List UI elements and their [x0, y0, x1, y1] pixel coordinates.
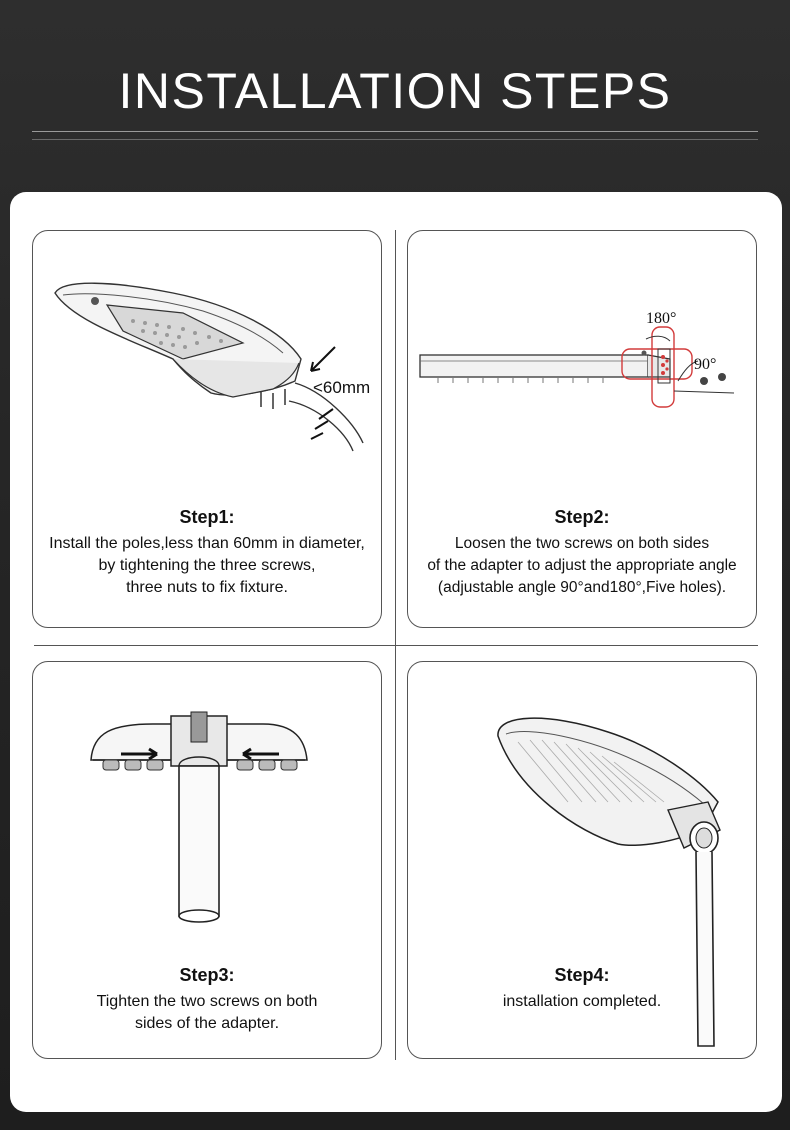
step4-illustration [408, 662, 756, 932]
header [0, 0, 790, 192]
step2-desc-line: of the adapter to adjust the appropriate angle [427, 557, 737, 574]
step2-angle-180: 180° [646, 310, 677, 327]
step1-illustration [33, 231, 381, 501]
step2-description [408, 533, 756, 599]
step4-description [408, 991, 756, 1013]
step-card-4 [407, 661, 757, 1059]
title-rule-top [32, 131, 758, 132]
step-card-1 [32, 230, 382, 628]
step4-title: Step4: [554, 965, 610, 985]
step1-description [33, 533, 381, 599]
step-card-3 [32, 661, 382, 1059]
step3-desc-line: sides of the adapter. [134, 1015, 280, 1032]
step3-desc-line: Tighten the two screws on both [96, 993, 318, 1010]
step2-desc-line: Loosen the two screws on both sides [454, 535, 710, 552]
title-rule-bottom [32, 139, 758, 140]
step4-desc-line: installation completed. [502, 993, 662, 1010]
step1-title: Step1: [179, 507, 235, 527]
step1-desc-line: Install the poles,less than 60mm in diameter, [49, 535, 365, 552]
step1-annotation: <60mm [313, 378, 371, 397]
step2-illustration [408, 231, 756, 501]
step3-illustration [33, 662, 381, 932]
step1-desc-line: by tightening the three screws, [98, 557, 316, 574]
step2-desc-line: (adjustable angle 90°and180°,Five holes). [437, 579, 727, 596]
step-card-2 [407, 230, 757, 628]
step2-title: Step2: [554, 507, 610, 527]
horizontal-divider [34, 645, 758, 646]
step1-desc-line: three nuts to fix fixture. [126, 579, 288, 596]
step3-description [33, 991, 381, 1035]
page-title: INSTALLATION STEPS [118, 63, 672, 119]
step3-title: Step3: [179, 965, 235, 985]
step2-angle-90: 90° [694, 356, 717, 373]
